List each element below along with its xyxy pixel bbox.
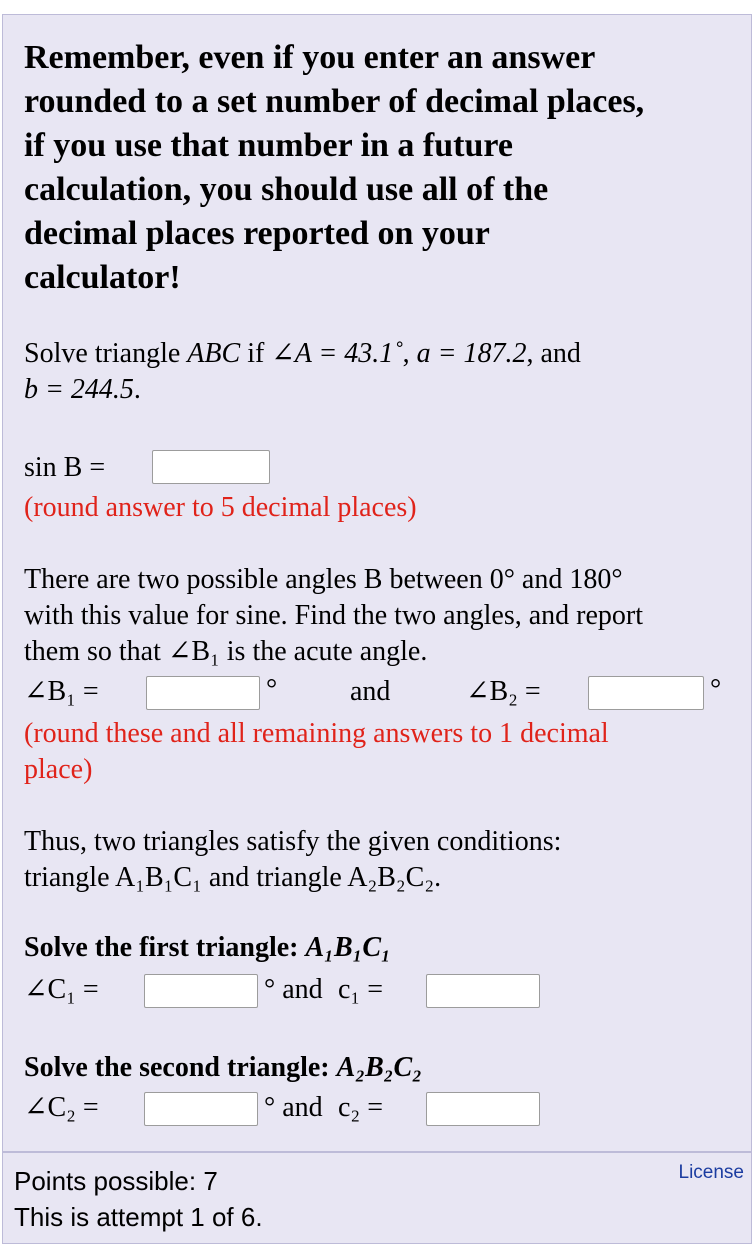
- c1-angle-input[interactable]: [144, 974, 258, 1008]
- c2-angle-label: ∠C₂ =: [24, 1092, 99, 1123]
- first-triangle-name: A₁B₁C₁: [305, 932, 391, 963]
- c2-side-input[interactable]: [426, 1092, 540, 1126]
- points-possible: Points possible: 7: [14, 1166, 218, 1196]
- c1-angle-label: ∠C₁ =: [24, 974, 99, 1005]
- b2-input[interactable]: [588, 676, 704, 710]
- notice-line-5: decimal places reported on your: [24, 215, 490, 252]
- b2-degree: °: [710, 674, 722, 705]
- problem-text: .: [133, 374, 141, 405]
- problem-text: Solve triangle: [24, 338, 188, 369]
- first-heading: [24, 930, 391, 966]
- second-triangle-name: A₂B₂C₂: [336, 1052, 422, 1083]
- thus-line-2: triangle A₁B₁C₁ and triangle A₂B₂C₂.: [24, 862, 442, 893]
- side-b-value: b = 244.5: [24, 374, 134, 405]
- problem-line-1: [24, 336, 581, 372]
- angles-text-3: them so that ∠B₁ is the acute angle.: [24, 636, 428, 667]
- c1-side-label: c₁ =: [338, 974, 383, 1005]
- b1-degree: °: [266, 674, 278, 705]
- c2-angle-input[interactable]: [144, 1092, 258, 1126]
- rounding-hint-2: place): [24, 754, 93, 785]
- angle-a-value: ∠A = 43.1˚: [271, 338, 403, 369]
- c2-deg-and: ° and: [264, 1092, 323, 1123]
- c1-side-input[interactable]: [426, 974, 540, 1008]
- attempt-info: This is attempt 1 of 6.: [14, 1202, 263, 1232]
- license-link[interactable]: License: [678, 1162, 744, 1183]
- problem-text: if: [240, 338, 272, 369]
- sinb-label: sin B =: [24, 452, 106, 483]
- b1-input[interactable]: [146, 676, 260, 710]
- angles-text-2: with this value for sine. Find the two angles, and report: [24, 600, 643, 631]
- side-a-value: a = 187.2: [416, 338, 527, 369]
- notice-line-6: calculator!: [24, 259, 181, 296]
- and-text: and: [350, 676, 391, 707]
- rounding-hint-1: (round these and all remaining answers to 1 decimal: [24, 718, 609, 749]
- second-heading: [24, 1050, 422, 1086]
- angles-text-1: There are two possible angles B between 0° and 180°: [24, 564, 623, 595]
- separator: ,: [402, 338, 417, 369]
- problem-text: , and: [526, 338, 581, 369]
- problem-line-2: [24, 372, 141, 408]
- notice-line-1: Remember, even if you enter an answer: [24, 39, 596, 76]
- c2-side-label: c₂ =: [338, 1092, 383, 1123]
- second-heading-text: Solve the second triangle:: [24, 1052, 337, 1083]
- notice-line-3: if you use that number in a future: [24, 127, 513, 164]
- sinb-input[interactable]: [152, 450, 270, 484]
- thus-line-1: Thus, two triangles satisfy the given conditions:: [24, 826, 562, 857]
- notice-line-2: rounded to a set number of decimal places,: [24, 83, 645, 120]
- b1-label: ∠B₁ =: [24, 676, 99, 707]
- sinb-hint: (round answer to 5 decimal places): [24, 492, 417, 523]
- b2-label: ∠B₂ =: [466, 676, 541, 707]
- c1-deg-and: ° and: [264, 974, 323, 1005]
- triangle-name: ABC: [187, 338, 241, 369]
- first-heading-text: Solve the first triangle:: [24, 932, 306, 963]
- notice-line-4: calculation, you should use all of the: [24, 171, 549, 208]
